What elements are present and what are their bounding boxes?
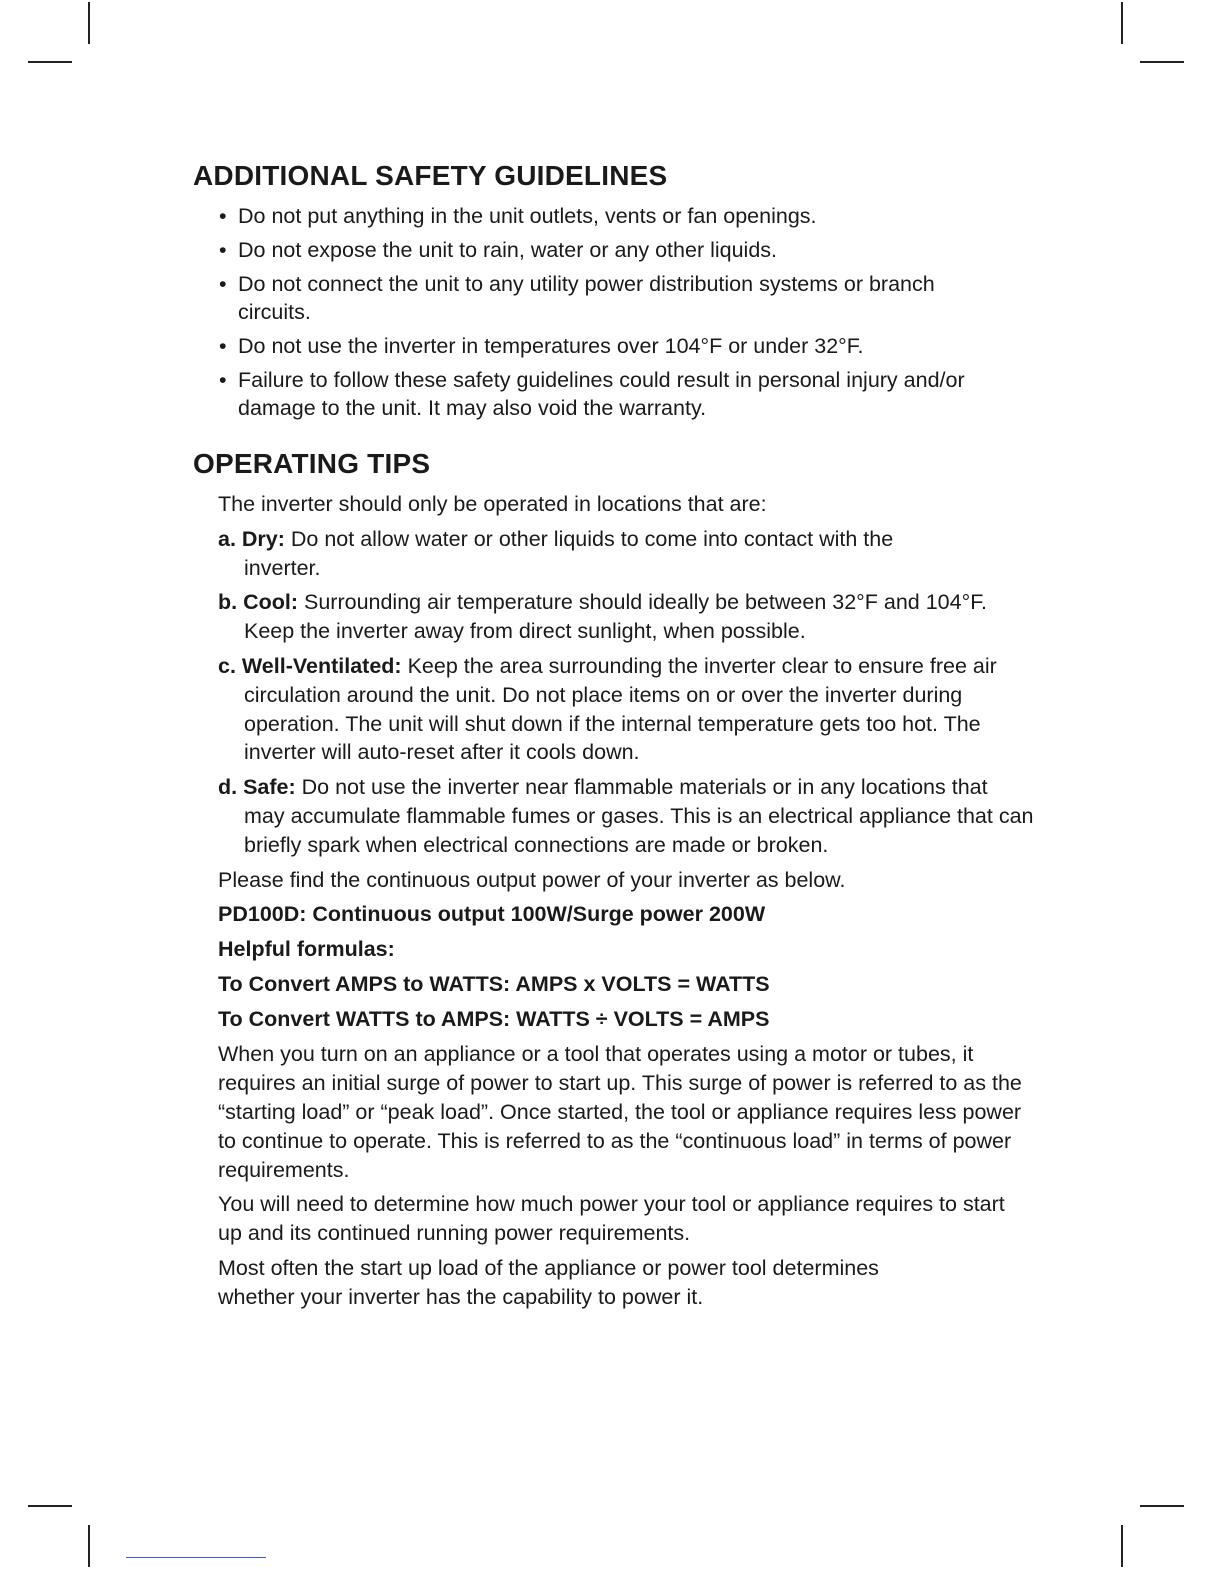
crop-mark-top-left-vertical bbox=[88, 2, 90, 44]
location-text: Do not allow water or other liquids to come into contact with the inverter. bbox=[244, 526, 894, 580]
operating-tips-heading: OPERATING TIPS bbox=[193, 448, 431, 479]
crop-mark-top-right-horizontal bbox=[1140, 61, 1184, 63]
crop-mark-top-right-vertical bbox=[1121, 2, 1123, 44]
location-text: Keep the area surrounding the inverter clear to ensure free air circulation around the unit. Do not place items on or over the inverter during operation. The unit will shut down if the internal temperature gets too hot. The inverter will auto-reset after it cools down. bbox=[244, 653, 997, 765]
location-label: a. Dry: bbox=[218, 526, 285, 551]
crop-mark-top-left-horizontal bbox=[28, 61, 72, 63]
list-item bbox=[219, 332, 1033, 360]
bullet-glyph: • bbox=[219, 368, 227, 392]
crop-mark-bottom-left-horizontal bbox=[28, 1505, 72, 1507]
list-item bbox=[219, 236, 1033, 264]
operating-tips-body bbox=[193, 490, 1033, 1312]
bullet-glyph: • bbox=[219, 204, 227, 228]
list-item bbox=[219, 202, 1033, 230]
location-item-cool bbox=[218, 588, 1014, 646]
list-item-text: Failure to follow these safety guidelines could result in personal injury and/or damage to the unit. It may also void the warranty. bbox=[238, 368, 965, 420]
bullet-glyph: • bbox=[219, 238, 227, 262]
location-text: Surrounding air temperature should ideally be between 32°F and 104°F. Keep the inverter away from direct sunlight, when possible. bbox=[244, 590, 987, 644]
list-item bbox=[219, 366, 978, 422]
bullet-glyph: • bbox=[219, 272, 227, 296]
location-item-well-ventilated bbox=[218, 652, 1054, 767]
location-label: d. Safe: bbox=[218, 775, 296, 800]
list-item-text: Do not expose the unit to rain, water or any other liquids. bbox=[238, 238, 778, 262]
paragraph-startup-load: Most often the start up load of the appliance or power tool determines whether your inverter has the capability to power it. bbox=[218, 1255, 879, 1309]
list-item-text: Do not connect the unit to any utility power distribution systems or branch circuits. bbox=[238, 272, 935, 324]
locations-intro: The inverter should only be operated in locations that are: bbox=[218, 492, 767, 516]
list-item-text: Do not use the inverter in temperatures over 104°F or under 32°F. bbox=[238, 334, 864, 358]
formula-amps-to-watts: To Convert AMPS to WATTS: AMPS x VOLTS = WATTS bbox=[218, 972, 770, 997]
power-intro: Please find the continuous output power of your inverter as below. bbox=[218, 867, 846, 892]
bullet-glyph: • bbox=[219, 334, 227, 358]
paragraph-starting-load: When you turn on an appliance or a tool that operates using a motor or tubes, it requires an initial surge of power to start up. This surge of power is referred to as the “starting load” or “peak load”. Once started, the tool or appliance requires less power to continue to operate. This is referred to as the “continuous load” in terms of power requirements. bbox=[218, 1042, 1022, 1182]
crop-mark-bottom-right-vertical bbox=[1121, 1525, 1123, 1567]
location-label: b. Cool: bbox=[218, 590, 299, 615]
document-body bbox=[193, 160, 1033, 1318]
list-item bbox=[219, 270, 938, 326]
crop-mark-bottom-right-horizontal bbox=[1140, 1505, 1184, 1507]
formulas-heading: Helpful formulas: bbox=[218, 937, 395, 962]
list-item-text: Do not put anything in the unit outlets, vents or fan openings. bbox=[238, 204, 817, 228]
model-spec: PD100D: Continuous output 100W/Surge power 200W bbox=[218, 902, 766, 927]
footer-rule bbox=[126, 1557, 266, 1558]
location-label: c. Well-Ventilated: bbox=[218, 653, 402, 678]
safety-guidelines-list bbox=[193, 202, 1033, 422]
crop-mark-bottom-left-vertical bbox=[88, 1525, 90, 1567]
location-text: Do not use the inverter near flammable materials or in any locations that may accumulate flammable fumes or gases. This is an electrical appliance that can briefly spark when electrical connections are made or broken. bbox=[244, 775, 1034, 857]
location-item-dry bbox=[218, 525, 944, 583]
location-item-safe bbox=[218, 773, 1034, 859]
formula-watts-to-amps: To Convert WATTS to AMPS: WATTS ÷ VOLTS = AMPS bbox=[218, 1007, 770, 1032]
safety-guidelines-heading: ADDITIONAL SAFETY GUIDELINES bbox=[193, 160, 668, 191]
paragraph-determine-power: You will need to determine how much power your tool or appliance requires to start up and its continued running power requirements. bbox=[218, 1192, 1005, 1246]
